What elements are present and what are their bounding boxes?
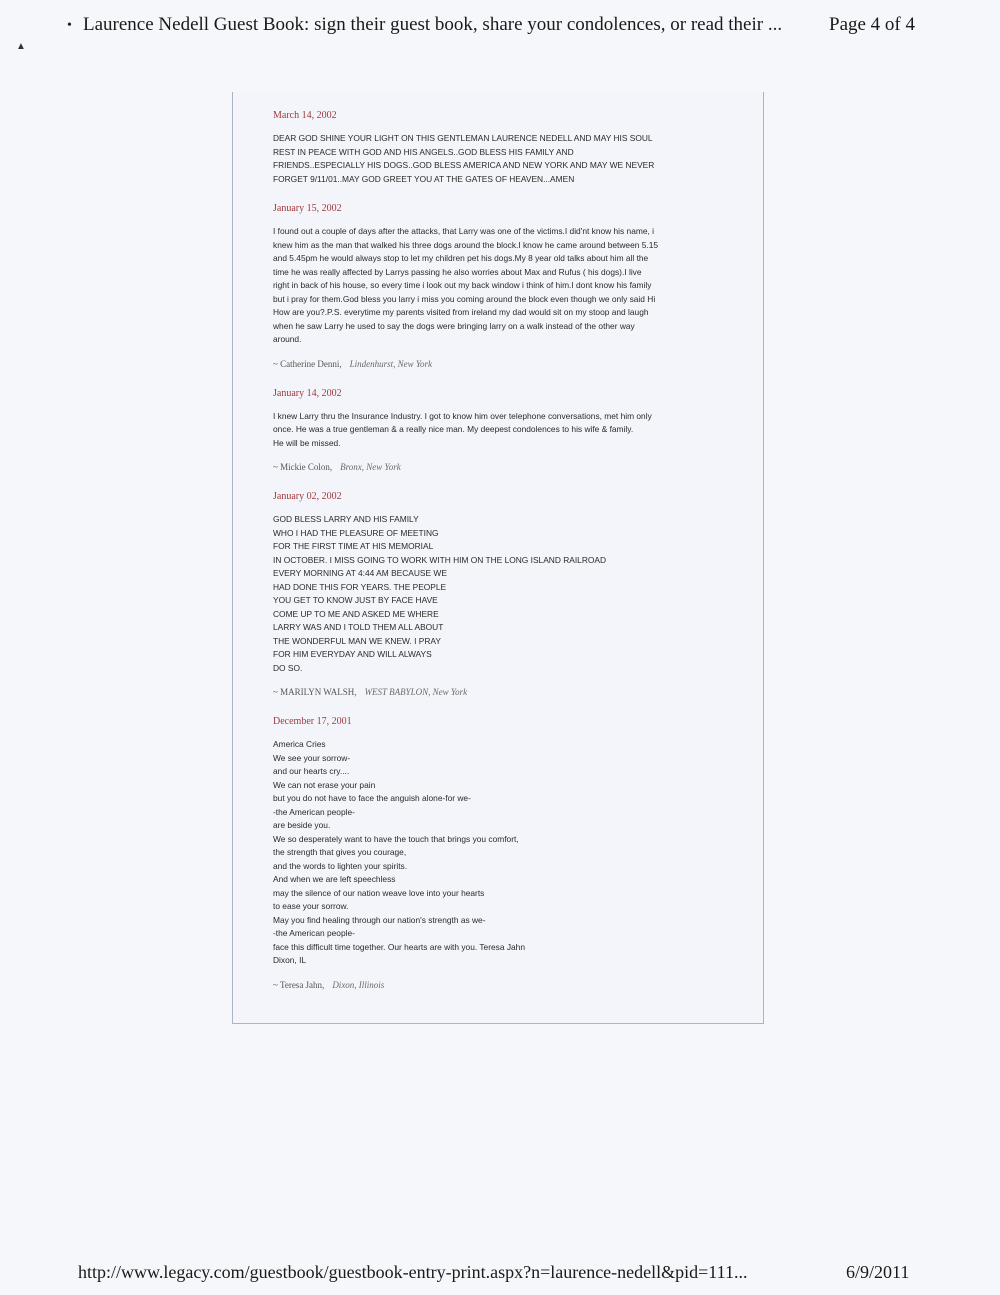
signer-name: ~ Mickie Colon, (273, 462, 333, 472)
guestbook-entries (273, 109, 743, 1008)
guestbook-entry (273, 387, 743, 475)
entry-message: GOD BLESS LARRY AND HIS FAMILY WHO I HAD THE PLEASURE OF MEETING FOR THE FIRST TIME AT HIS MEMORIAL IN OCTOBER. I MISS GOING TO WORK WITH HIM ON THE LONG ISLAND RAILROAD EVERY MORNING AT 4:44 AM BECAUSE WE HAD DONE THIS FOR YEARS. THE PEOPLE YOU GET TO KNOW JUST BY FACE HAVE COME UP TO ME AND ASKED ME WHERE LARRY WAS AND I TOLD THEM ALL ABOUT THE WONDERFUL MAN WE KNEW. I PRAY FOR HIM EVERYDAY AND WILL ALWAYS DO SO. (273, 514, 607, 673)
entry-message: I found out a couple of days after the attacks, that Larry was one of the victims.I did'nt know his name, i knew him as the man that walked his three dogs around the block.I know he came around between 5.15 and 5.45pm he would always stop to let my children pet his dogs.My 8 year old talks about him all the time he was really affected by Larrys passing he also worries about Max and Rufus ( his dogs).I live right in back of his house, so every time i look out my back window i think of him.I dont know his family but i pray for them.God bless you larry i miss you coming around the block even though we only said Hi How are you?.P.S. everytime my parents visited from ireland my dad would sit on my stoop and laugh when he saw Larry he used to say the dogs were bringing larry on a walk instead of the other way around. (273, 226, 659, 344)
page-title: Laurence Nedell Guest Book: sign their guest book, share your condolences, or read their ... (83, 14, 783, 35)
scan-mark-icon: ▲ (16, 41, 26, 52)
entry-signature (273, 461, 743, 474)
entry-date: December 17, 2001 (273, 716, 352, 727)
signer-location: WEST BABYLON, New York (364, 687, 468, 697)
entry-date: January 14, 2002 (273, 387, 342, 399)
guestbook-entry (273, 202, 743, 371)
signer-location: Lindenhurst, New York (349, 358, 433, 369)
signer-location: Bronx, New York (340, 462, 401, 472)
guestbook-entry (273, 715, 743, 992)
entry-signature (273, 358, 743, 371)
signer-name: ~ Catherine Denni, (273, 358, 342, 369)
guestbook-panel (232, 92, 764, 1024)
guestbook-entry (273, 109, 743, 186)
print-footer (0, 1262, 1000, 1288)
header-bullet: • (67, 18, 72, 33)
signer-name: ~ MARILYN WALSH, (273, 687, 357, 697)
signer-name: ~ Teresa Jahn, (273, 979, 325, 990)
page-number: Page 4 of 4 (829, 14, 916, 35)
entry-date: January 15, 2002 (273, 203, 342, 214)
guestbook-entry (273, 490, 743, 699)
signer-location: Dixon, Illinois (332, 979, 385, 990)
entry-message: I knew Larry thru the Insurance Industry. I got to know him over telephone conversations, met him only once. He was a true gentleman & a really nice man. My deepest condolences to his wife & family. He will be missed. (273, 410, 652, 448)
print-header (0, 14, 1000, 44)
entry-message: America Cries We see your sorrow- and our hearts cry.... We can not erase your pain but you do not have to face the anguish alone-for we- -the American people- are beside you. We so desperately want to have the touch that brings you comfort, the strength that gives you courage, and the words to lighten your spirits. And when we are left speechless may the silence of our nation weave love into your hearts to ease your sorrow. May you find healing through our nation's strength as we- -the American people- face this difficult time together. Our hearts are with you. Teresa Jahn Dixon, IL (273, 739, 525, 965)
entry-date: March 14, 2002 (273, 110, 337, 121)
entry-message: DEAR GOD SHINE YOUR LIGHT ON THIS GENTLEMAN LAURENCE NEDELL AND MAY HIS SOUL REST IN PEACE WITH GOD AND HIS ANGELS..GOD BLESS HIS FAMILY AND FRIENDS..ESPECIALLY HIS DOGS..GOD BLESS AMERICA AND NEW YORK AND MAY WE NEVER FORGET 9/11/01..MAY GOD GREET YOU AT THE GATES OF HEAVEN...AMEN (273, 133, 655, 184)
print-date: 6/9/2011 (846, 1262, 910, 1282)
entry-signature (273, 979, 743, 992)
page-url: http://www.legacy.com/guestbook/guestbook-entry-print.aspx?n=laurence-nedell&pid=111... (78, 1262, 748, 1282)
entry-date: January 02, 2002 (273, 491, 342, 502)
entry-signature (273, 686, 743, 699)
